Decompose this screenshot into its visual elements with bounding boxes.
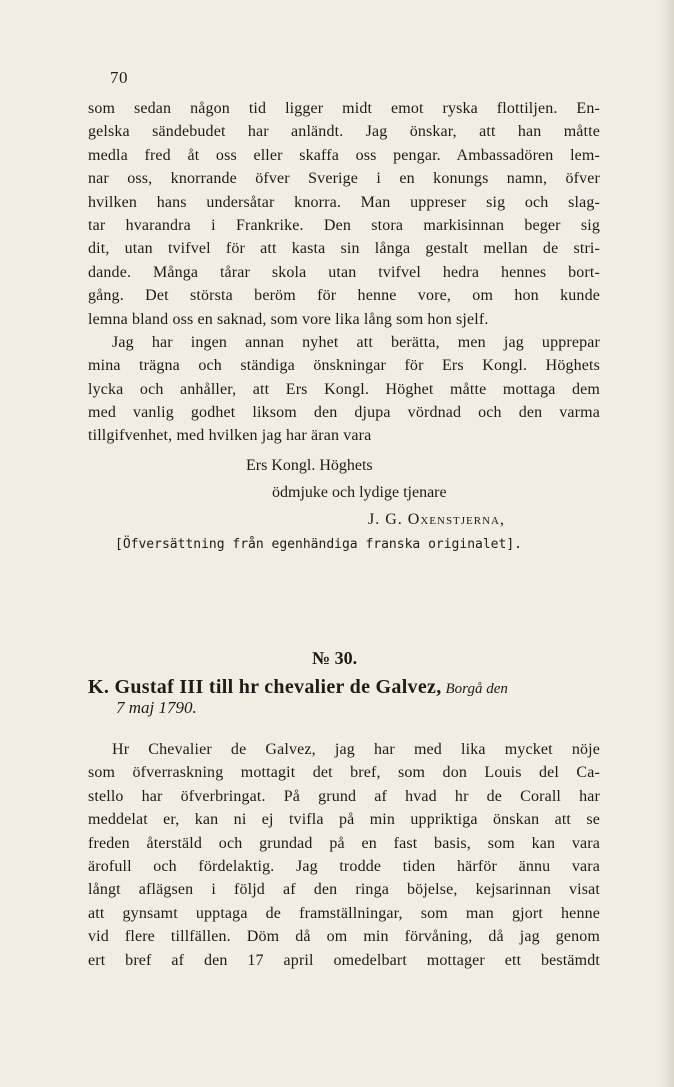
text-line: medla fred åt oss eller skaffa oss pengar. Ambassadören lem- — [88, 146, 600, 164]
text-line: hvilken hans undersåtar knorra. Man uppreser sig och slag- — [88, 193, 600, 211]
page-number: 70 — [110, 68, 128, 87]
text-line: lemna bland oss en saknad, som vore lika lång som hon sjelf. — [88, 310, 489, 328]
text-line: Hr Chevalier de Galvez, jag har med lika mycket nöje — [112, 741, 600, 758]
text-line: med vanlig godhet liksom den djupa vördnad och den varma — [88, 404, 600, 422]
letter-title: K. Gustaf III till hr chevalier de Galvez, — [88, 676, 442, 698]
text-line: freden återstäld och grundad på en fast basis, som kan vara — [88, 834, 600, 852]
text-line: lycka och anhåller, att Ers Kongl. Höghet måtte mottaga dem — [88, 380, 600, 398]
letter-end-text — [88, 97, 600, 448]
translation-note: [Öfversättning från egenhändiga franska originalet]. — [115, 537, 522, 552]
text-line: som sedan någon tid ligger midt emot ryska flottiljen. En- — [88, 100, 600, 117]
text-line: ert bref af den 17 april omedelbart mottager ett bestämdt — [88, 951, 600, 969]
text-line: mina trägna och ständiga önskningar för Ers Kongl. Höghets — [88, 357, 600, 375]
text-line: gelska sändebudet har anländt. Jag önskar, att han måtte — [88, 123, 600, 141]
page-edge-shadow — [660, 0, 674, 1087]
letter-number: № 30. — [312, 648, 358, 668]
text-line: tillgifvenhet, med hvilken jag har äran vara — [88, 427, 372, 445]
text-line: som öfverraskning mottagit det bref, som don Louis del Ca- — [88, 764, 600, 782]
letter-place: Borgå den — [445, 681, 508, 697]
text-line: dit, utan tvifvel för att kasta sin långa gestalt mellan de stri- — [88, 240, 600, 258]
text-line: dande. Många tårar skola utan tvifvel hedra hennes bort- — [88, 263, 600, 281]
letter-date: 7 maj 1790. — [116, 698, 197, 717]
text-line: nar oss, knorrande öfver Sverige i en konungs namn, öfver — [88, 170, 600, 188]
text-line: ärofull och fördelaktig. Jag trodde tiden härför ännu vara — [88, 857, 600, 875]
text-line: meddelat er, kan ni ej tvifla på min uppriktiga önskan att se — [88, 811, 600, 829]
letter-body — [88, 738, 600, 972]
signature: J. G. Oxenstjerna, — [368, 511, 506, 528]
text-line: stello har öfverbringat. På grund af hvad hr de Corall har — [88, 787, 600, 805]
text-line: Jag har ingen annan nyhet att berätta, men jag upprepar — [112, 333, 600, 351]
closing-salutation: Ers Kongl. Höghets — [246, 457, 373, 474]
text-line: tar hvarandra i Frankrike. Den stora markisinnan beger sig — [88, 216, 600, 234]
text-line: långt aflägsen i följd af den ringa böjelse, kejsarinnan visat — [88, 881, 600, 899]
text-line: vid flere tillfällen. Döm då om min förvåning, då jag genom — [88, 928, 600, 946]
text-line: att gynsamt upptaga de framställningar, som man gjort henne — [88, 904, 600, 922]
text-line: gång. Det största beröm för henne vore, om hon kunde — [88, 287, 600, 305]
letter-heading — [88, 676, 600, 700]
closing-servant: ödmjuke och lydige tjenare — [272, 484, 447, 501]
